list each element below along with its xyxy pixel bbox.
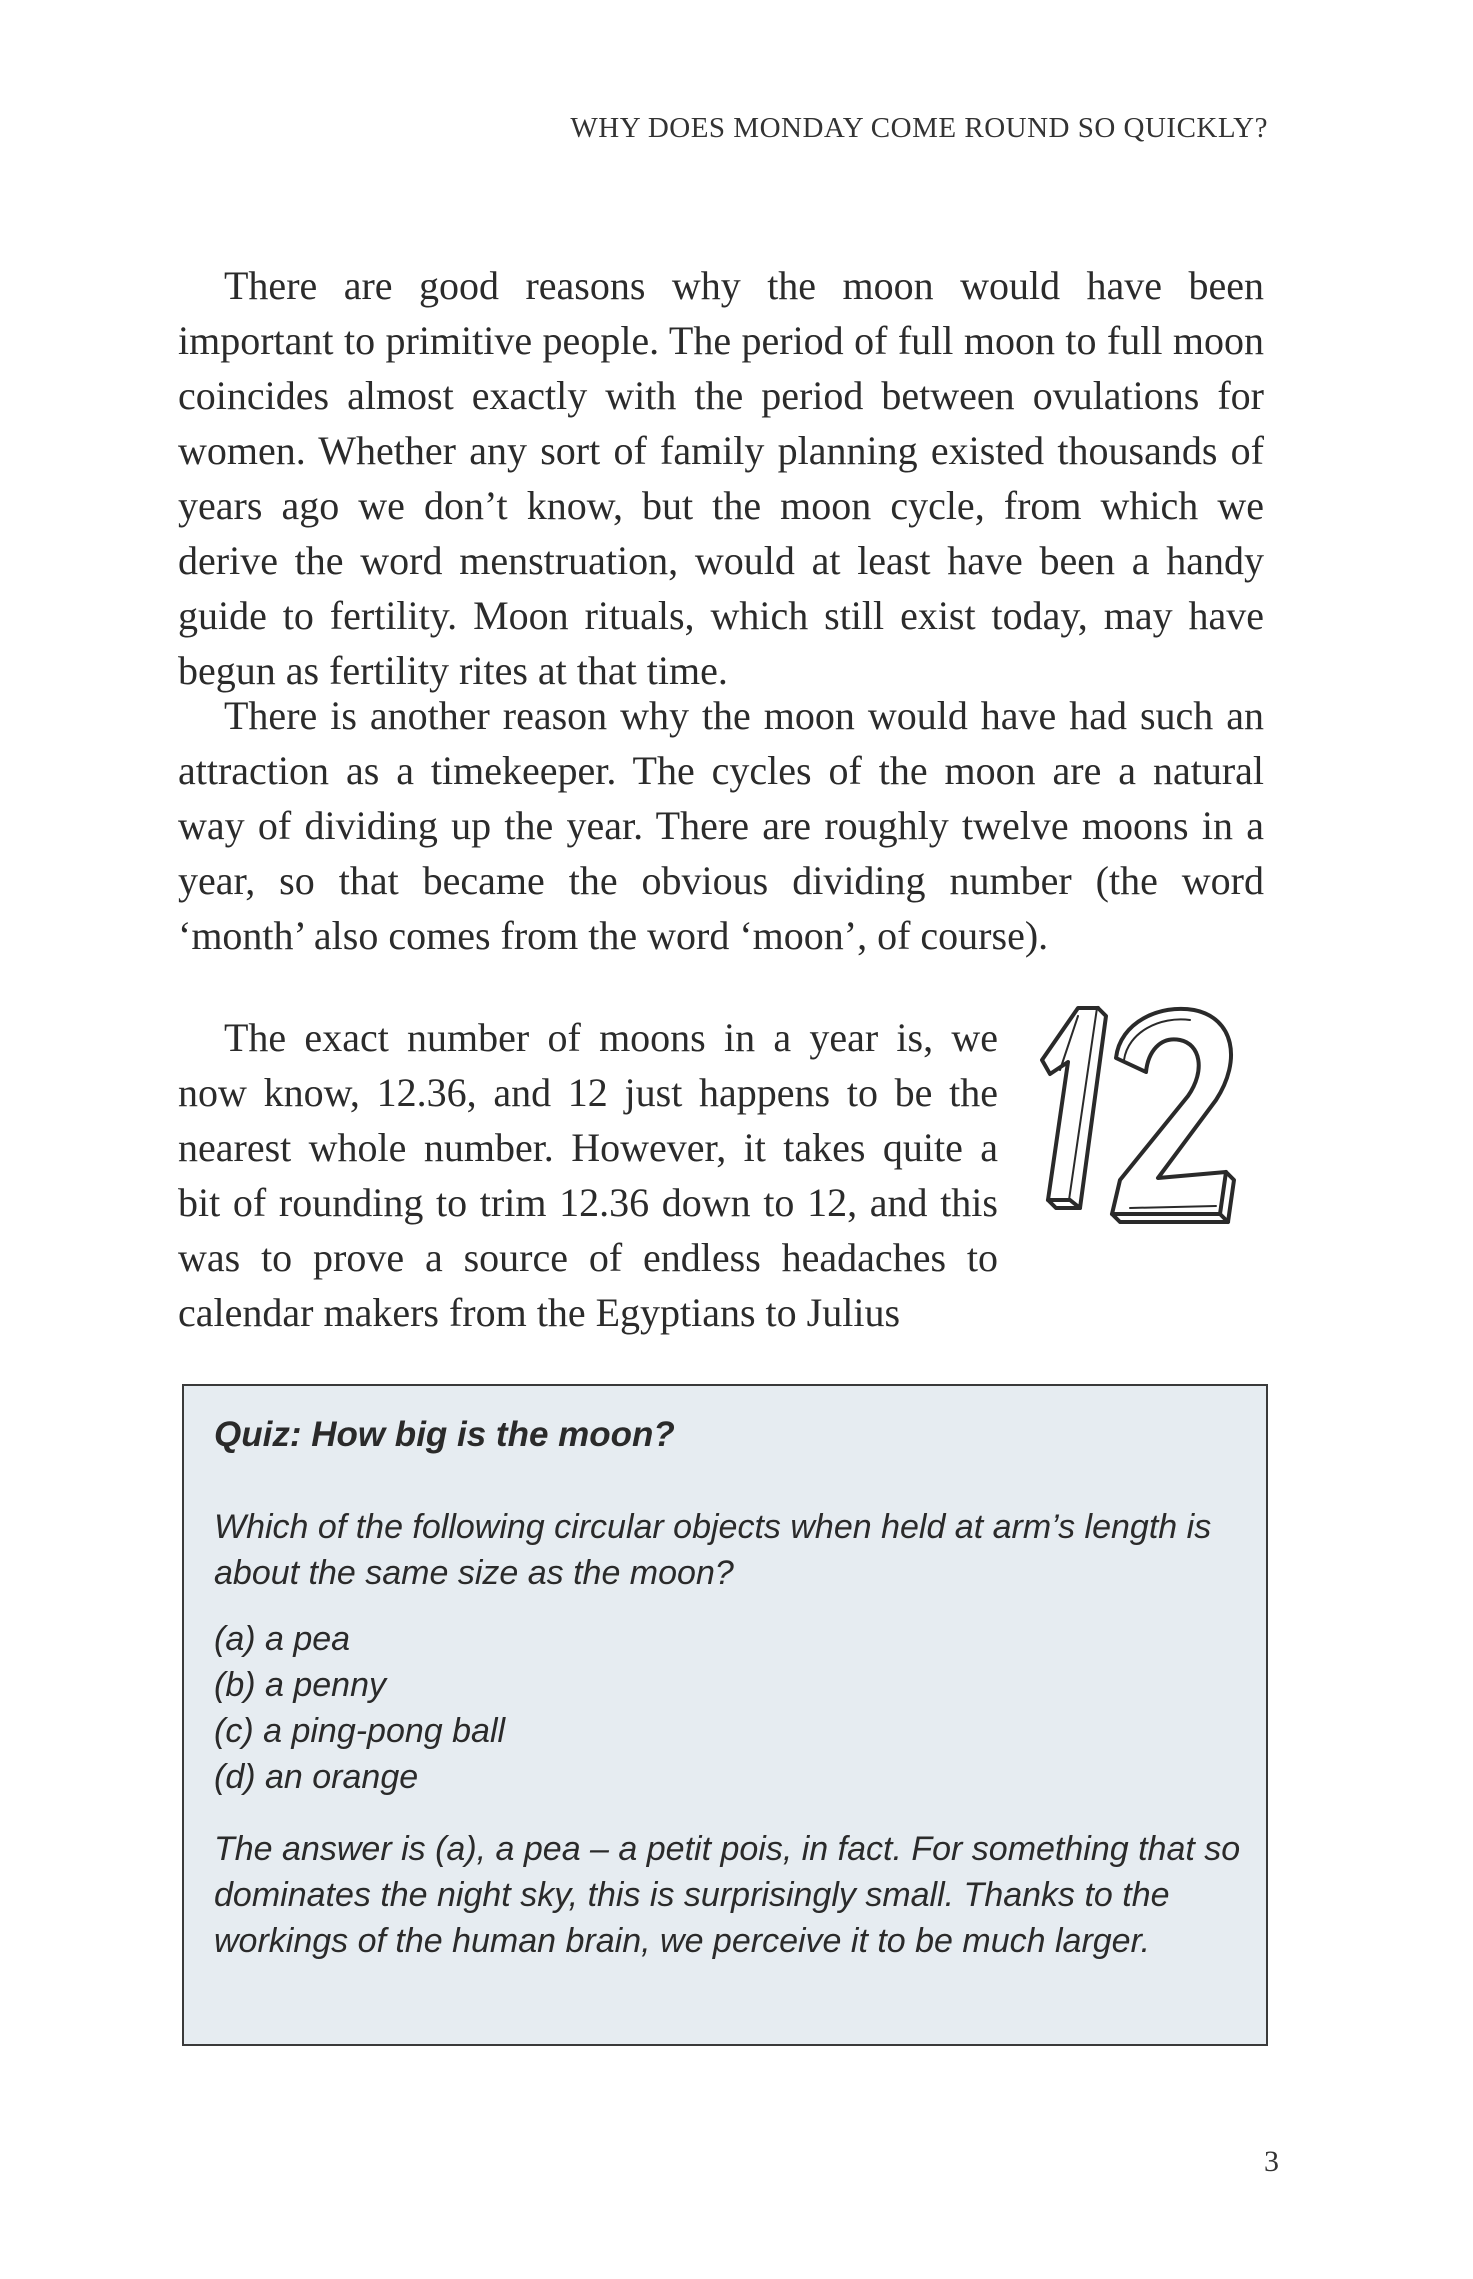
quiz-box bbox=[182, 1384, 1268, 2046]
quiz-answer: The answer is (a), a pea – a petit pois, in fact. For something that so dominates the night sky, this is surprisingly small. Thanks to the workings of the human brain, we perceive it to be much larger. bbox=[214, 1830, 1241, 1960]
quiz-option-c: (c) a ping-pong ball bbox=[214, 1712, 506, 1750]
quiz-option-a: (a) a pea bbox=[214, 1620, 351, 1658]
quiz-option-d: (d) an orange bbox=[214, 1758, 419, 1796]
paragraph-moon-importance: There are good reasons why the moon would have been important to primitive people. The period of full moon to full moon coincides almost exactly with the period between ovulations for women. Whether any sort of family planning existed thousands of years ago we don’t know, but the moon cycle, from which we derive the word menstruation, would at least have been a handy guide to fertility. Moon rituals, which still exist today, may have begun as fertility rites at that time. bbox=[178, 263, 1264, 693]
running-head: WHY DOES MONDAY COME ROUND SO QUICKLY? bbox=[570, 112, 1268, 144]
quiz-title: Quiz: How big is the moon? bbox=[214, 1415, 675, 1454]
number-twelve-illustration bbox=[1020, 1000, 1260, 1230]
quiz-options bbox=[214, 1616, 505, 1800]
page-number: 3 bbox=[1264, 2145, 1279, 2178]
quiz-option-b: (b) a penny bbox=[214, 1666, 386, 1704]
paragraph-moon-timekeeper: There is another reason why the moon would have had such an attraction as a timekeeper. The cycles of the moon are a natural way of dividing up the year. There are roughly twelve moons in a year, so that became the obvious dividing number (the word ‘month’ also comes from the word ‘moon’, of course). bbox=[178, 693, 1264, 958]
quiz-question: Which of the following circular objects when held at arm’s length is about the same size as the moon? bbox=[214, 1508, 1212, 1592]
paragraph-moons-per-year: The exact number of moons in a year is, we now know, 12.36, and 12 just happens to be the nearest whole number. However, it takes quite a bit of rounding to trim 12.36 down to 12, and this was to prove a source of endless headaches to calendar makers from the Egyptians to Julius bbox=[178, 1015, 998, 1335]
